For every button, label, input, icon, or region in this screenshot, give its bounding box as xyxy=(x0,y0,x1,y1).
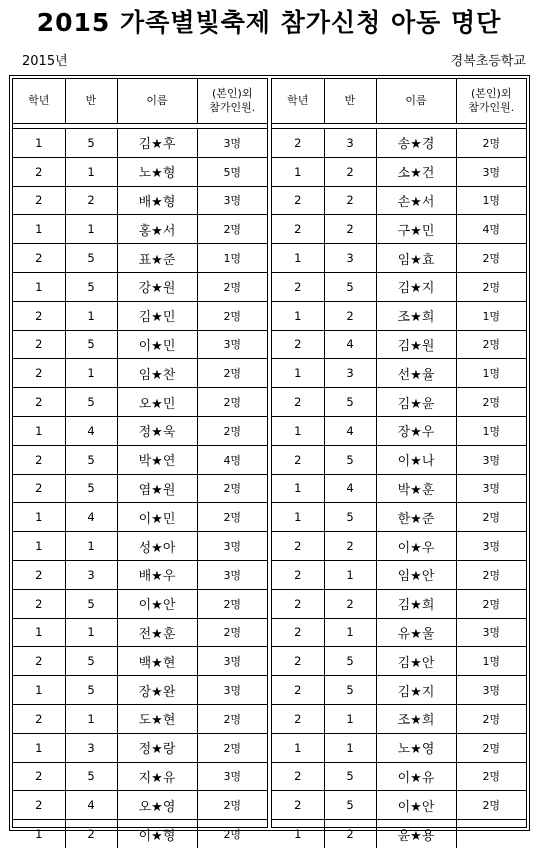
count-cell: 2명 xyxy=(197,359,267,388)
grade-cell: 1 xyxy=(272,820,324,848)
roster-table-right xyxy=(272,129,526,848)
table-row xyxy=(272,704,526,733)
count-cell: 2명 xyxy=(456,704,526,733)
class-cell: 5 xyxy=(324,762,376,791)
class-cell: 5 xyxy=(324,445,376,474)
count-cell xyxy=(456,820,526,848)
count-cell: 3명 xyxy=(456,445,526,474)
name-cell: 조★희 xyxy=(376,704,456,733)
name-cell: 배★우 xyxy=(117,560,197,589)
roster-rows-right xyxy=(272,129,526,848)
table-row xyxy=(13,733,267,762)
roster-table-left xyxy=(13,129,267,848)
class-cell: 2 xyxy=(324,215,376,244)
class-cell: 5 xyxy=(65,762,117,791)
class-cell: 1 xyxy=(324,618,376,647)
header-grade: 학년 xyxy=(13,79,65,123)
name-cell: 김★원 xyxy=(376,330,456,359)
document-title: 2015 가족별빛축제 참가신청 아동 명단 xyxy=(36,8,502,37)
table-row xyxy=(272,560,526,589)
table-row xyxy=(13,474,267,503)
grade-cell: 2 xyxy=(13,359,65,388)
grade-cell: 2 xyxy=(13,704,65,733)
table-row xyxy=(272,762,526,791)
grade-cell: 2 xyxy=(272,791,324,820)
header-name: 이름 xyxy=(376,79,456,123)
roster-rows-left xyxy=(13,129,267,848)
grade-cell: 1 xyxy=(13,532,65,561)
grade-cell: 2 xyxy=(272,589,324,618)
count-cell: 2명 xyxy=(456,589,526,618)
table-row xyxy=(272,676,526,705)
class-cell: 1 xyxy=(65,704,117,733)
class-cell: 2 xyxy=(324,301,376,330)
name-cell: 김★지 xyxy=(376,676,456,705)
grade-cell: 2 xyxy=(272,647,324,676)
header-count-line2: 참가인원. xyxy=(209,101,256,114)
table-row xyxy=(13,503,267,532)
class-cell: 2 xyxy=(324,532,376,561)
name-cell: 이★민 xyxy=(117,503,197,532)
count-cell: 4명 xyxy=(197,445,267,474)
class-cell: 5 xyxy=(65,445,117,474)
name-cell: 김★후 xyxy=(117,129,197,157)
count-cell: 3명 xyxy=(456,532,526,561)
grade-cell: 1 xyxy=(13,820,65,848)
class-cell: 5 xyxy=(324,272,376,301)
class-cell: 1 xyxy=(65,359,117,388)
table-row xyxy=(13,791,267,820)
name-cell: 성★아 xyxy=(117,532,197,561)
grade-cell: 2 xyxy=(272,532,324,561)
class-cell: 5 xyxy=(65,272,117,301)
name-cell: 구★민 xyxy=(376,215,456,244)
header-class: 반 xyxy=(65,79,117,123)
table-row xyxy=(13,244,267,273)
count-cell: 3명 xyxy=(456,157,526,186)
grade-cell: 2 xyxy=(13,445,65,474)
name-cell: 이★안 xyxy=(376,791,456,820)
table-row xyxy=(272,618,526,647)
grade-cell: 1 xyxy=(272,359,324,388)
grade-cell: 1 xyxy=(272,244,324,273)
name-cell: 유★울 xyxy=(376,618,456,647)
class-cell: 1 xyxy=(65,215,117,244)
name-cell: 장★완 xyxy=(117,676,197,705)
count-cell: 2명 xyxy=(197,503,267,532)
count-cell: 2명 xyxy=(197,704,267,733)
grade-cell: 2 xyxy=(272,762,324,791)
class-cell: 5 xyxy=(324,503,376,532)
body-block-right xyxy=(272,129,526,848)
class-cell: 1 xyxy=(65,532,117,561)
grade-cell: 2 xyxy=(272,215,324,244)
table-row xyxy=(13,330,267,359)
roster-column-left xyxy=(12,78,268,844)
count-cell: 2명 xyxy=(197,733,267,762)
name-cell: 이★나 xyxy=(376,445,456,474)
table-row xyxy=(13,416,267,445)
name-cell: 염★원 xyxy=(117,474,197,503)
class-cell: 3 xyxy=(65,733,117,762)
name-cell: 한★준 xyxy=(376,503,456,532)
count-cell: 2명 xyxy=(197,589,267,618)
table-row xyxy=(272,157,526,186)
grade-cell: 2 xyxy=(272,618,324,647)
count-cell: 3명 xyxy=(197,330,267,359)
roster-column-right xyxy=(271,78,527,844)
class-cell: 5 xyxy=(65,676,117,705)
header-class: 반 xyxy=(324,79,376,123)
grade-cell: 2 xyxy=(272,272,324,301)
table-row xyxy=(272,474,526,503)
name-cell: 윤★용 xyxy=(376,820,456,848)
header-name: 이름 xyxy=(117,79,197,123)
name-cell: 김★희 xyxy=(376,589,456,618)
count-cell: 3명 xyxy=(197,186,267,215)
class-cell: 5 xyxy=(65,330,117,359)
grade-cell: 2 xyxy=(13,589,65,618)
count-cell: 2명 xyxy=(456,503,526,532)
grade-cell: 2 xyxy=(272,676,324,705)
count-cell: 2명 xyxy=(197,791,267,820)
name-cell: 지★유 xyxy=(117,762,197,791)
count-cell: 3명 xyxy=(456,474,526,503)
grade-cell: 2 xyxy=(13,157,65,186)
count-cell: 2명 xyxy=(456,560,526,589)
table-row xyxy=(13,445,267,474)
count-cell: 2명 xyxy=(197,474,267,503)
table-row xyxy=(13,215,267,244)
grade-cell: 1 xyxy=(272,157,324,186)
class-cell: 1 xyxy=(324,560,376,589)
grade-cell: 1 xyxy=(272,416,324,445)
class-cell: 2 xyxy=(324,186,376,215)
count-cell: 3명 xyxy=(197,560,267,589)
grade-cell: 1 xyxy=(13,215,65,244)
count-cell: 1명 xyxy=(456,647,526,676)
header-count-line1: (본인)외 xyxy=(471,87,512,100)
name-cell: 송★경 xyxy=(376,129,456,157)
grade-cell: 2 xyxy=(13,388,65,417)
year-label: 2015년 xyxy=(22,54,68,69)
grade-cell: 1 xyxy=(272,503,324,532)
count-cell: 3명 xyxy=(456,618,526,647)
table-row xyxy=(13,186,267,215)
table-row xyxy=(13,762,267,791)
count-cell: 2명 xyxy=(456,244,526,273)
grade-cell: 1 xyxy=(272,474,324,503)
name-cell: 정★랑 xyxy=(117,733,197,762)
class-cell: 1 xyxy=(324,733,376,762)
name-cell: 손★서 xyxy=(376,186,456,215)
table-row xyxy=(13,589,267,618)
name-cell: 홍★서 xyxy=(117,215,197,244)
count-cell: 2명 xyxy=(197,301,267,330)
name-cell: 노★영 xyxy=(376,733,456,762)
grade-cell: 2 xyxy=(272,330,324,359)
table-row xyxy=(272,215,526,244)
grade-cell: 1 xyxy=(272,733,324,762)
grade-cell: 2 xyxy=(13,560,65,589)
count-cell: 2명 xyxy=(197,820,267,848)
grade-cell: 2 xyxy=(272,560,324,589)
table-row xyxy=(272,186,526,215)
table-row xyxy=(13,704,267,733)
school-name: 경복초등학교 xyxy=(450,54,526,69)
class-cell: 2 xyxy=(324,820,376,848)
table-row xyxy=(272,388,526,417)
class-cell: 5 xyxy=(324,388,376,417)
class-cell: 5 xyxy=(65,474,117,503)
table-row xyxy=(272,272,526,301)
name-cell: 백★현 xyxy=(117,647,197,676)
class-cell: 5 xyxy=(324,676,376,705)
grade-cell: 2 xyxy=(13,301,65,330)
table-row xyxy=(272,532,526,561)
table-row xyxy=(272,589,526,618)
name-cell: 도★현 xyxy=(117,704,197,733)
name-cell: 배★형 xyxy=(117,186,197,215)
count-cell: 2명 xyxy=(197,618,267,647)
name-cell: 김★윤 xyxy=(376,388,456,417)
count-cell: 1명 xyxy=(456,301,526,330)
count-cell: 3명 xyxy=(197,676,267,705)
class-cell: 5 xyxy=(65,589,117,618)
count-cell: 3명 xyxy=(197,532,267,561)
class-cell: 3 xyxy=(65,560,117,589)
class-cell: 2 xyxy=(65,186,117,215)
count-cell: 2명 xyxy=(197,215,267,244)
count-cell: 3명 xyxy=(197,647,267,676)
grade-cell: 2 xyxy=(272,445,324,474)
count-cell: 1명 xyxy=(456,186,526,215)
table-row xyxy=(13,157,267,186)
count-cell: 2명 xyxy=(456,762,526,791)
count-cell: 2명 xyxy=(456,791,526,820)
grade-cell: 2 xyxy=(272,186,324,215)
grade-cell: 2 xyxy=(13,330,65,359)
table-row xyxy=(272,445,526,474)
count-cell: 2명 xyxy=(197,416,267,445)
count-cell: 2명 xyxy=(456,733,526,762)
table-row xyxy=(13,301,267,330)
header-count-line2: 참가인원. xyxy=(468,101,515,114)
table-row xyxy=(13,532,267,561)
name-cell: 이★안 xyxy=(117,589,197,618)
count-cell: 1명 xyxy=(456,359,526,388)
count-cell: 5명 xyxy=(197,157,267,186)
name-cell: 소★건 xyxy=(376,157,456,186)
header-count-line1: (본인)외 xyxy=(212,87,253,100)
name-cell: 정★욱 xyxy=(117,416,197,445)
table-row xyxy=(272,503,526,532)
class-cell: 4 xyxy=(324,474,376,503)
grade-cell: 1 xyxy=(13,272,65,301)
grade-cell: 2 xyxy=(272,129,324,157)
name-cell: 임★찬 xyxy=(117,359,197,388)
name-cell: 조★희 xyxy=(376,301,456,330)
count-cell: 3명 xyxy=(456,676,526,705)
count-cell: 3명 xyxy=(197,762,267,791)
name-cell: 이★민 xyxy=(117,330,197,359)
grade-cell: 2 xyxy=(13,791,65,820)
class-cell: 2 xyxy=(324,157,376,186)
count-cell: 2명 xyxy=(197,272,267,301)
grade-cell: 2 xyxy=(13,762,65,791)
count-cell: 2명 xyxy=(456,129,526,157)
name-cell: 김★민 xyxy=(117,301,197,330)
name-cell: 이★우 xyxy=(376,532,456,561)
name-cell: 임★효 xyxy=(376,244,456,273)
class-cell: 4 xyxy=(324,330,376,359)
class-cell: 2 xyxy=(65,820,117,848)
count-cell: 2명 xyxy=(456,330,526,359)
table-row xyxy=(272,129,526,157)
class-cell: 5 xyxy=(65,244,117,273)
table-row xyxy=(272,359,526,388)
grade-cell: 1 xyxy=(13,416,65,445)
name-cell: 전★훈 xyxy=(117,618,197,647)
grade-cell: 1 xyxy=(272,301,324,330)
name-cell: 노★형 xyxy=(117,157,197,186)
count-cell: 3명 xyxy=(197,129,267,157)
table-row xyxy=(13,618,267,647)
grade-cell: 1 xyxy=(13,733,65,762)
header-table-right xyxy=(272,79,526,123)
name-cell: 표★준 xyxy=(117,244,197,273)
header-count xyxy=(456,79,526,123)
table-row xyxy=(13,272,267,301)
name-cell: 이★유 xyxy=(376,762,456,791)
table-row xyxy=(13,560,267,589)
grade-cell: 1 xyxy=(13,676,65,705)
class-cell: 3 xyxy=(324,129,376,157)
name-cell: 강★원 xyxy=(117,272,197,301)
name-cell: 선★율 xyxy=(376,359,456,388)
class-cell: 3 xyxy=(324,359,376,388)
count-cell: 1명 xyxy=(456,416,526,445)
table-row xyxy=(272,330,526,359)
table-row xyxy=(13,388,267,417)
grade-cell: 1 xyxy=(13,618,65,647)
grade-cell: 2 xyxy=(272,388,324,417)
table-row xyxy=(272,733,526,762)
class-cell: 1 xyxy=(324,704,376,733)
body-block-left xyxy=(13,129,267,848)
roster-frame xyxy=(9,75,530,844)
name-cell: 박★연 xyxy=(117,445,197,474)
name-cell: 김★지 xyxy=(376,272,456,301)
table-row xyxy=(272,820,526,848)
grade-cell: 2 xyxy=(13,474,65,503)
class-cell: 3 xyxy=(324,244,376,273)
grade-cell: 2 xyxy=(272,704,324,733)
header-block-left xyxy=(13,79,267,123)
class-cell: 5 xyxy=(65,388,117,417)
table-row xyxy=(272,647,526,676)
grade-cell: 1 xyxy=(13,129,65,157)
class-cell: 4 xyxy=(65,503,117,532)
header-count xyxy=(197,79,267,123)
count-cell: 2명 xyxy=(456,388,526,417)
table-row xyxy=(272,301,526,330)
name-cell: 박★훈 xyxy=(376,474,456,503)
header-block-right xyxy=(272,79,526,123)
name-cell: 장★우 xyxy=(376,416,456,445)
class-cell: 1 xyxy=(65,157,117,186)
grade-cell: 2 xyxy=(13,186,65,215)
class-cell: 5 xyxy=(324,647,376,676)
name-cell: 오★민 xyxy=(117,388,197,417)
table-row xyxy=(272,791,526,820)
class-cell: 5 xyxy=(65,647,117,676)
header-grade: 학년 xyxy=(272,79,324,123)
header-table-left xyxy=(13,79,267,123)
table-row xyxy=(272,416,526,445)
table-row xyxy=(13,129,267,157)
name-cell: 오★영 xyxy=(117,791,197,820)
table-row xyxy=(13,676,267,705)
grade-cell: 1 xyxy=(13,503,65,532)
name-cell: 이★형 xyxy=(117,820,197,848)
class-cell: 1 xyxy=(65,618,117,647)
table-row xyxy=(13,647,267,676)
name-cell: 김★안 xyxy=(376,647,456,676)
grade-cell: 2 xyxy=(13,244,65,273)
grade-cell: 2 xyxy=(13,647,65,676)
name-cell: 임★안 xyxy=(376,560,456,589)
class-cell: 2 xyxy=(324,589,376,618)
count-cell: 2명 xyxy=(456,272,526,301)
count-cell: 2명 xyxy=(197,388,267,417)
class-cell: 5 xyxy=(324,791,376,820)
class-cell: 4 xyxy=(324,416,376,445)
count-cell: 4명 xyxy=(456,215,526,244)
table-row xyxy=(13,359,267,388)
class-cell: 1 xyxy=(65,301,117,330)
class-cell: 4 xyxy=(65,416,117,445)
class-cell: 5 xyxy=(65,129,117,157)
table-row xyxy=(272,244,526,273)
count-cell: 1명 xyxy=(197,244,267,273)
table-row xyxy=(13,820,267,848)
class-cell: 4 xyxy=(65,791,117,820)
